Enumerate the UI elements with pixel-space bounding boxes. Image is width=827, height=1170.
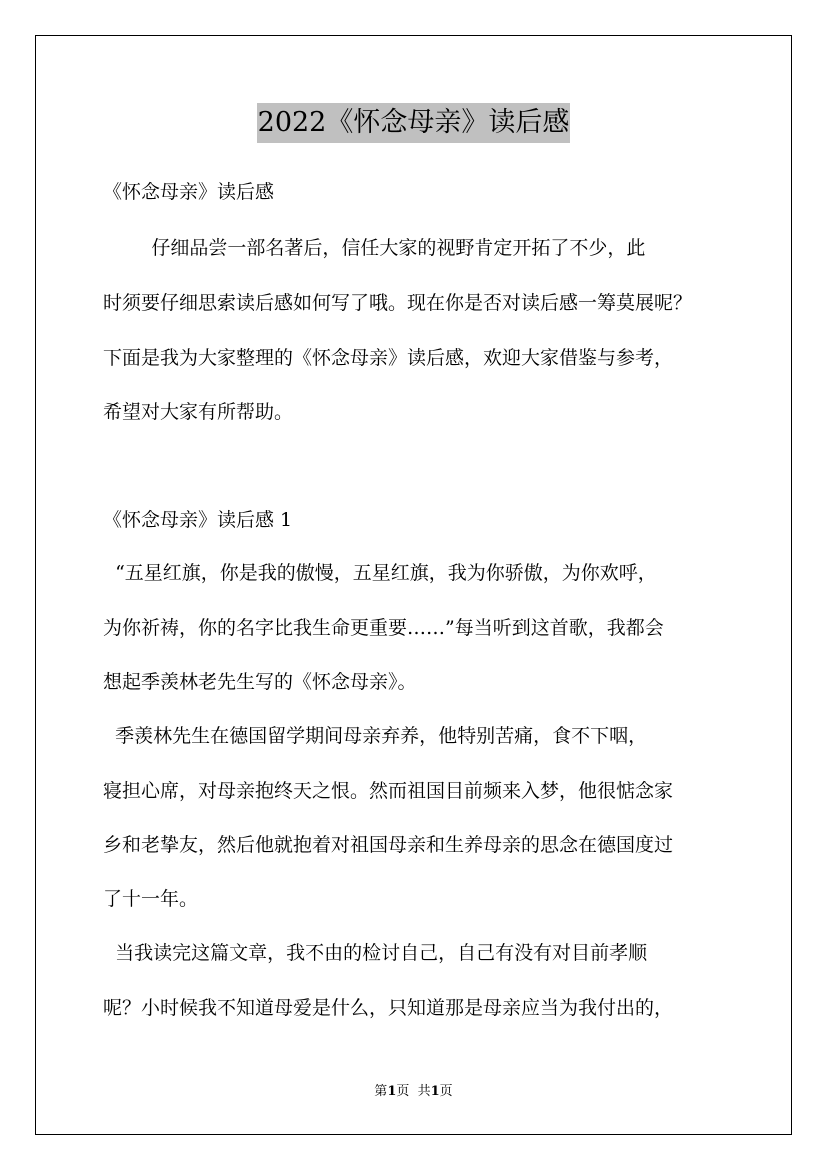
paragraph-line: 想起季羡林老先生写的《怀念母亲》。 — [103, 671, 417, 693]
paragraph-line: 为你祈祷，你的名字比我生命更重要……”每当听到这首歌，我都会 — [103, 617, 664, 639]
title-wrapper — [0, 103, 827, 143]
section-heading: 《怀念母亲》读后感 1 — [103, 509, 293, 531]
footer-prefix: 第 — [374, 1084, 388, 1099]
paragraph-line: 仔细品尝一部名著后，信任大家的视野肯定开拓了不少，此 — [103, 237, 646, 259]
paragraph-line: 《怀念母亲》读后感 — [103, 181, 275, 203]
paragraph-line: 季羡林先生在德国留学期间母亲弃养，他特别苦痛，食不下咽， — [103, 725, 648, 747]
paragraph-line: 乡和老挚友，然后他就抱着对祖国母亲和生养母亲的思念在德国度过 — [103, 834, 674, 856]
paragraph-line: “五星红旗，你是我的傲慢，五星红旗，我为你骄傲，为你欢呼， — [103, 562, 657, 584]
page-footer — [0, 1083, 827, 1101]
document-title: 2022《怀念母亲》读后感 — [257, 103, 571, 143]
footer-page-number: 1 — [387, 1084, 397, 1099]
paragraph-line: 下面是我为大家整理的《怀念母亲》读后感，欢迎大家借鉴与参考， — [103, 347, 674, 369]
paragraph-line: 呢？小时候我不知道母爱是什么，只知道那是母亲应当为我付出的， — [103, 997, 674, 1019]
footer-mid: 页 共 — [396, 1084, 431, 1099]
footer-suffix: 页 — [439, 1084, 453, 1099]
paragraph-line: 当我读完这篇文章，我不由的检讨自己，自己有没有对目前孝顺 — [103, 942, 648, 964]
paragraph-line: 了十一年。 — [103, 888, 199, 910]
paragraph-line: 时须要仔细思索读后感如何写了哦。现在你是否对读后感一筹莫展呢？ — [103, 292, 693, 314]
paragraph-line: 寝担心席，对母亲抱终天之恨。然而祖国目前频来入梦，他很惦念家 — [103, 780, 674, 802]
paragraph-line: 希望对大家有所帮助。 — [103, 401, 294, 423]
footer-total-pages: 1 — [430, 1084, 440, 1099]
